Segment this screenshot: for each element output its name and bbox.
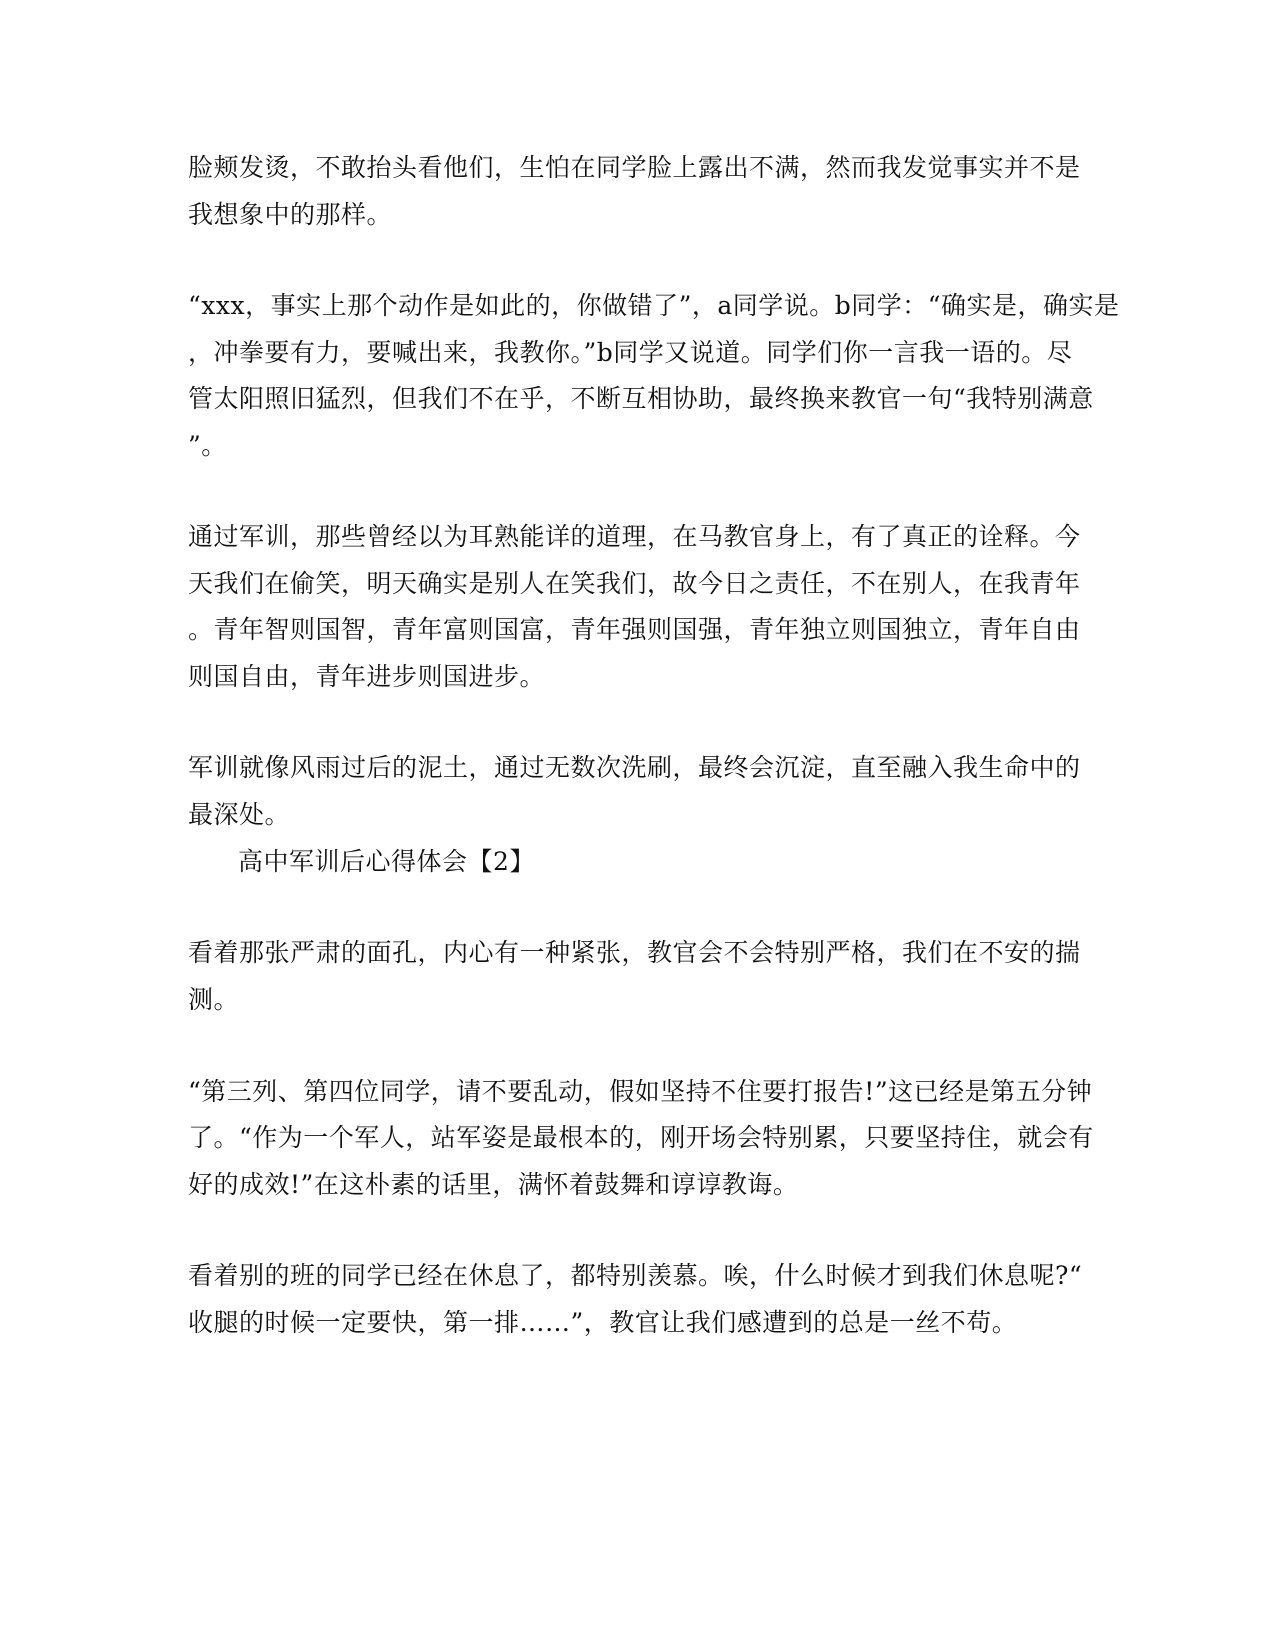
text-line: 天我们在偷笑，明天确实是别人在笑我们，故今日之责任，不在别人，在我青年: [188, 569, 1081, 598]
text-line: ”。: [188, 431, 227, 460]
section-heading: 高中军训后心得体会【2】: [238, 847, 535, 876]
text-line: 则国自由，青年进步则国进步。: [188, 662, 546, 691]
text-line: 脸颊发烫，不敢抬头看他们，生怕在同学脸上露出不满，然而我发觉事实并不是: [188, 153, 1081, 182]
text-line: 测。: [188, 985, 240, 1014]
text-line: 军训就像风雨过后的泥土，通过无数次洗刷，最终会沉淀，直至融入我生命中的: [188, 753, 1081, 782]
text-line: 好的成效!”在这朴素的话里，满怀着鼓舞和谆谆教诲。: [188, 1170, 799, 1199]
text-line: 管太阳照旧猛烈，但我们不在乎，不断互相协助，最终换来教官一句“我特别满意: [188, 384, 1094, 413]
text-line: 看着那张严肃的面孔，内心有一种紧张，教官会不会特别严格，我们在不安的揣: [188, 938, 1081, 967]
text-line: 。青年智则国智，青年富则国富，青年强则国强，青年独立则国独立，青年自由: [188, 615, 1081, 644]
text-line: 了。“作为一个军人，站军姿是最根本的，刚开场会特别累，只要坚持住，就会有: [188, 1123, 1094, 1152]
text-line: “第三列、第四位同学，请不要乱动，假如坚持不住要打报告!”这已经是第五分钟: [188, 1077, 1093, 1106]
text-line: 收腿的时候一定要快，第一排……”，教官让我们感遭到的总是一丝不苟。: [188, 1308, 1018, 1337]
text-line: 我想象中的那样。: [188, 200, 393, 229]
text-line: ，冲拳要有力，要喊出来，我教你。”b同学又说道。同学们你一言我一语的。尽: [188, 338, 1073, 367]
text-line: 最深处。: [188, 800, 291, 829]
text-line: “xxx，事实上那个动作是如此的，你做错了”，a同学说。b同学：“确实是，确实是: [188, 291, 1120, 320]
text-line: 看着别的班的同学已经在休息了，都特别羡慕。唉，什么时候才到我们休息呢?“: [188, 1261, 1083, 1290]
text-line: 通过军训，那些曾经以为耳熟能详的道理，在马教官身上，有了真正的诠释。今: [188, 522, 1081, 551]
